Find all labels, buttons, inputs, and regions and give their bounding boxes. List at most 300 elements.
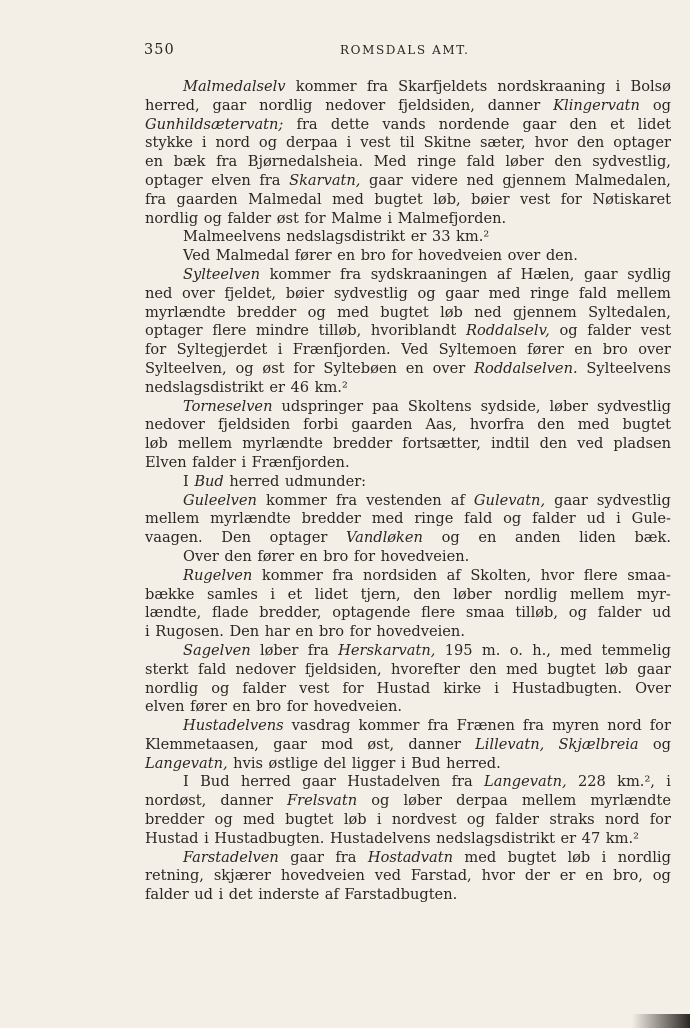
italic-name: Herskarvatn, (338, 641, 436, 659)
word: bøier (471, 190, 510, 208)
word: fra (427, 717, 449, 735)
word: fra (307, 641, 329, 659)
word: Farstad, (410, 867, 472, 885)
word: Hustad (145, 829, 199, 847)
word: Syltebøen (323, 359, 397, 377)
text-line (145, 755, 671, 774)
word: vest (360, 134, 391, 152)
word: kommer (295, 78, 357, 95)
word: Malmeelvens (183, 228, 281, 246)
italic-name: Torneselven (183, 397, 273, 415)
word: optager (613, 134, 671, 152)
word: kommer (269, 265, 331, 283)
word: o. (509, 641, 523, 659)
text-line (145, 360, 671, 379)
word: løb (567, 848, 591, 866)
word: gaar (302, 773, 336, 791)
text-line (145, 492, 671, 511)
text-line (145, 717, 671, 736)
word: flere (421, 604, 456, 622)
word: for (304, 209, 326, 227)
word: er (560, 829, 577, 847)
word: fald (578, 284, 607, 302)
word: fra (296, 115, 318, 133)
word: Hustadelvens (330, 829, 431, 847)
word: den (537, 416, 565, 434)
word: over (507, 247, 541, 265)
word: bæk (173, 153, 206, 171)
word: ud (586, 510, 606, 528)
word: kommer (261, 566, 323, 584)
word: nedslagsdistrikt (286, 228, 406, 246)
word: den. (545, 247, 578, 265)
word: i (615, 78, 621, 95)
word: i (346, 134, 352, 152)
word: tilløb, (515, 604, 559, 622)
word: smaa- (627, 566, 671, 584)
word: hvoriblandt (370, 322, 457, 340)
word: sydlig (627, 265, 671, 283)
word: gaar (554, 491, 588, 509)
word: i (601, 848, 607, 866)
word: løb (145, 435, 168, 453)
word: optagende (332, 604, 411, 622)
word: med (464, 848, 497, 866)
word: sydskraaningen (370, 265, 488, 283)
word: mindre (256, 322, 309, 340)
word: Frænfjorden. (251, 453, 350, 471)
word: bredder, (259, 604, 322, 622)
word: Den (221, 529, 252, 547)
word: nordvest (391, 811, 457, 829)
word: i (145, 623, 150, 641)
text-line (145, 97, 671, 116)
word: nedover (235, 660, 296, 678)
word: over (638, 341, 671, 359)
word: for (560, 190, 582, 208)
word: bugtet (285, 811, 334, 829)
word: er (559, 867, 576, 885)
text-line (145, 247, 671, 266)
word: den (569, 115, 597, 133)
word: med (488, 284, 521, 302)
word: hvis (233, 754, 263, 772)
word: nordlig (145, 679, 199, 697)
italic-name: Hostadvatn (367, 848, 453, 866)
text-line (145, 567, 671, 586)
word: fra (335, 491, 358, 509)
word: flere (583, 566, 618, 584)
word: et (610, 115, 625, 133)
word: fra (145, 190, 167, 208)
word: sydvestlig, (592, 153, 671, 171)
italic-name: Hustadelvens (183, 717, 284, 735)
word: bro (323, 547, 349, 565)
italic-name: Skarvatn, (289, 171, 361, 189)
word: og (307, 303, 326, 321)
word: Malmefjorden. (397, 209, 507, 227)
word: videre (411, 171, 458, 189)
word: Frænfjorden. (292, 341, 391, 359)
text-line (145, 736, 671, 755)
word: herred. (446, 754, 501, 772)
word: gaar (445, 284, 479, 302)
word: nordlig (259, 96, 313, 114)
word: optager (269, 529, 328, 547)
word: tjern, (360, 585, 401, 603)
word: og (235, 359, 254, 377)
word: for (353, 547, 376, 565)
text-line (145, 134, 671, 153)
word: 228 (577, 773, 606, 791)
page-number: 350 (144, 42, 175, 58)
word: anden (515, 529, 561, 547)
word: falder (587, 322, 632, 340)
word: falder (495, 811, 540, 829)
word: bro (318, 623, 345, 641)
word: km.² (456, 228, 490, 246)
word: ned (145, 284, 173, 302)
word: vest (520, 190, 551, 208)
italic-name: Bud (194, 472, 224, 490)
word: med (371, 510, 404, 528)
word: nedslagsdistrikt (145, 378, 264, 396)
word: inderste (258, 886, 320, 904)
word: nordlig (504, 585, 558, 603)
text-line (145, 153, 671, 172)
word: km.² (605, 829, 639, 847)
word: Hustadbugten. (511, 679, 623, 697)
word: for (649, 811, 671, 829)
text-line (145, 849, 671, 868)
word: gaar (290, 848, 324, 866)
word: hovedveien. (380, 547, 470, 565)
word: løb, (433, 190, 461, 208)
word: fjeldet, (224, 284, 277, 302)
italic-name: Vandløken (345, 529, 423, 547)
word: i (277, 341, 283, 359)
italic-name: Sagelven (183, 641, 251, 659)
word: fra (340, 265, 362, 283)
word: den (224, 547, 252, 565)
word: elven (211, 171, 251, 189)
word: over (182, 284, 215, 302)
word: Skitne (423, 134, 471, 152)
italic-name: Lillevatn, (475, 735, 545, 753)
word: gaar (522, 115, 557, 133)
running-title: ROMSDALS AMT. (340, 43, 470, 57)
word: hvorfra (469, 416, 525, 434)
word: en (574, 341, 593, 359)
text-line (145, 210, 671, 229)
word: i (494, 679, 499, 697)
word: bro (360, 247, 386, 265)
word: for (391, 247, 413, 265)
word: m. (481, 641, 501, 659)
text-line (145, 172, 671, 191)
word: lændte, (145, 604, 202, 622)
word: og (652, 96, 671, 114)
word: i (218, 886, 224, 904)
word: bro, (613, 867, 643, 885)
word: flere (212, 322, 247, 340)
italic-name: Gunhildsætervatn; (145, 115, 284, 133)
word: vestenden (366, 491, 442, 509)
word: nordlig (145, 209, 199, 227)
word: hvor (481, 867, 515, 885)
word: og (466, 811, 486, 829)
word: herred (240, 773, 291, 791)
page-header (144, 42, 650, 62)
word: falder (227, 209, 272, 227)
word: sydvestlig (596, 397, 671, 415)
word: i (204, 829, 209, 847)
text-line (145, 116, 671, 135)
word: Over (183, 547, 219, 565)
word: I (183, 472, 189, 490)
word: elven (145, 698, 185, 716)
word: hvor (534, 134, 569, 152)
word: gaar (637, 660, 671, 678)
text-line (145, 435, 671, 454)
word: pladsen (613, 435, 671, 453)
word: bugtet (380, 303, 429, 321)
word: Skoltens (407, 397, 472, 415)
text-line (145, 454, 671, 473)
word: løb (440, 303, 463, 321)
text-line (145, 792, 671, 811)
word: udmunder: (284, 472, 367, 490)
word: hovedveien. (313, 698, 403, 716)
word: et (287, 585, 303, 603)
word: mellem (521, 792, 577, 810)
word: en (405, 359, 424, 377)
word: og (258, 134, 278, 152)
text-line (145, 341, 671, 360)
word: for (145, 341, 167, 359)
word: en (299, 547, 318, 565)
word: i (201, 134, 207, 152)
word: hovedveien. (376, 623, 465, 641)
word: med (560, 641, 593, 659)
word: fra (366, 78, 388, 95)
word: ned (466, 171, 494, 189)
text-line (145, 473, 671, 492)
word: en (232, 698, 251, 716)
word: sydvestlig (333, 284, 408, 302)
word: mellem (145, 510, 200, 528)
word: falder (192, 453, 236, 471)
word: løb (605, 660, 628, 678)
text-line (145, 604, 671, 623)
word: skjærer (213, 867, 271, 885)
word: gaar (212, 96, 247, 114)
word: i (241, 453, 247, 471)
word: sydvestlig (596, 491, 671, 509)
word: mellem (177, 435, 233, 453)
word: nedover (145, 416, 206, 434)
word: 33 (431, 228, 451, 246)
word: falder (242, 679, 287, 697)
word: flade (212, 604, 249, 622)
word: Rugosen. (155, 623, 224, 641)
word: for (342, 679, 364, 697)
word: bredder (301, 510, 361, 528)
word: lidet (637, 115, 671, 133)
word: Ved (183, 247, 211, 265)
word: Syltemoen (438, 341, 517, 359)
word: og (652, 735, 671, 753)
word: nord (607, 717, 642, 735)
word: og (568, 604, 587, 622)
word: til (399, 134, 415, 152)
word: 195 (444, 641, 473, 659)
italic-name: Malmedalselv (183, 78, 286, 95)
word: falder (532, 510, 576, 528)
word: i (376, 811, 382, 829)
word: løber (549, 397, 588, 415)
word: bredder (237, 303, 297, 321)
italic-name: Farstadelven (183, 848, 279, 866)
word: fald (198, 660, 227, 678)
word: nordøst, (145, 792, 207, 810)
word: fald (464, 510, 493, 528)
text-line (145, 529, 671, 548)
word: Bud (411, 754, 441, 772)
word: det (228, 886, 253, 904)
word: Nøtiskaret (592, 190, 671, 208)
word: ligger (351, 754, 396, 772)
word: bredder (145, 811, 205, 829)
word: en (337, 247, 356, 265)
word: kommer (358, 717, 420, 735)
word: af (450, 491, 465, 509)
word: gaar (583, 265, 618, 283)
word: nordlig (617, 848, 671, 866)
word: Bjørnedalsheia. (247, 153, 364, 171)
word: øst (276, 209, 299, 227)
text-line (145, 698, 671, 717)
word: lidet (314, 585, 348, 603)
word: vasdrag (291, 717, 351, 735)
word: med (506, 660, 538, 678)
text-line (145, 623, 671, 642)
word: dette (330, 115, 370, 133)
word: bugtet (547, 660, 596, 678)
word: fra (259, 171, 281, 189)
word: Hustadelven (347, 773, 441, 791)
word: den (554, 153, 582, 171)
word: fjeldsiden, (398, 96, 475, 114)
word: 47 (581, 829, 601, 847)
word: stykke (145, 134, 193, 152)
word: for (349, 623, 371, 641)
word: løber (259, 641, 299, 659)
word: gjennem (512, 303, 577, 321)
word: liden (579, 529, 616, 547)
word: indtil (490, 435, 530, 453)
word: fører (257, 547, 295, 565)
italic-name: Guleelven (183, 491, 257, 509)
word: hvorefter (391, 660, 460, 678)
word: en (145, 153, 164, 171)
word: bro (256, 698, 282, 716)
word: smaa (465, 604, 505, 622)
word: myr- (636, 585, 671, 603)
italic-name: Roddalselv, (465, 322, 550, 340)
word: og (214, 811, 233, 829)
word: en (585, 867, 604, 885)
word: sydside, (480, 397, 541, 415)
word: Med (373, 153, 407, 171)
word: Malmedal (215, 247, 290, 265)
word: mod (321, 735, 354, 753)
word: fra (335, 848, 357, 866)
word: og (211, 679, 230, 697)
word: sterkt (145, 660, 189, 678)
word: og (371, 792, 390, 810)
word: Klemmetaasen, (145, 735, 259, 753)
word: fra (522, 717, 545, 735)
word: Frænen (456, 717, 515, 735)
word: Hustad (376, 679, 431, 697)
word: ved (374, 867, 401, 885)
word: nordende (438, 115, 510, 133)
word: for (293, 359, 315, 377)
word: Bud (200, 773, 230, 791)
word: Skarfjeldets (398, 78, 488, 95)
word: myrlændte (210, 510, 291, 528)
text-line (145, 510, 671, 529)
word: bredder (332, 435, 393, 453)
text-line (145, 379, 671, 398)
word: vest (299, 679, 330, 697)
word: Skolten, (470, 566, 532, 584)
word: retning, (145, 867, 204, 885)
word: Sylteelven, (145, 359, 227, 377)
word: ud (194, 886, 214, 904)
word: med (577, 416, 610, 434)
word: temmelig (601, 641, 671, 659)
word: og (652, 867, 671, 885)
word: har (264, 623, 290, 641)
word: i (616, 510, 621, 528)
word: nordskraaning (497, 78, 606, 95)
word: Over (635, 679, 671, 697)
word: Farstadbugten. (344, 886, 458, 904)
word: den (469, 660, 497, 678)
word: bugtet (622, 416, 671, 434)
italic-name: Frelsvatn (287, 792, 358, 810)
text-line (145, 661, 671, 680)
word: danner (408, 735, 461, 753)
word: myren (552, 717, 600, 735)
text-line (145, 304, 671, 323)
word: nedover (325, 96, 386, 114)
word: mellem (616, 284, 671, 302)
word: i (270, 585, 276, 603)
word: bøier (285, 284, 325, 302)
word: mellem (569, 585, 625, 603)
word: nord (215, 134, 250, 152)
word: hvor (540, 566, 575, 584)
word: herred, (145, 96, 200, 114)
word: med (242, 811, 275, 829)
word: 46 (290, 378, 310, 396)
italic-name: Gulevatn, (473, 491, 546, 509)
text-line (145, 680, 671, 699)
word: gaar (369, 171, 403, 189)
